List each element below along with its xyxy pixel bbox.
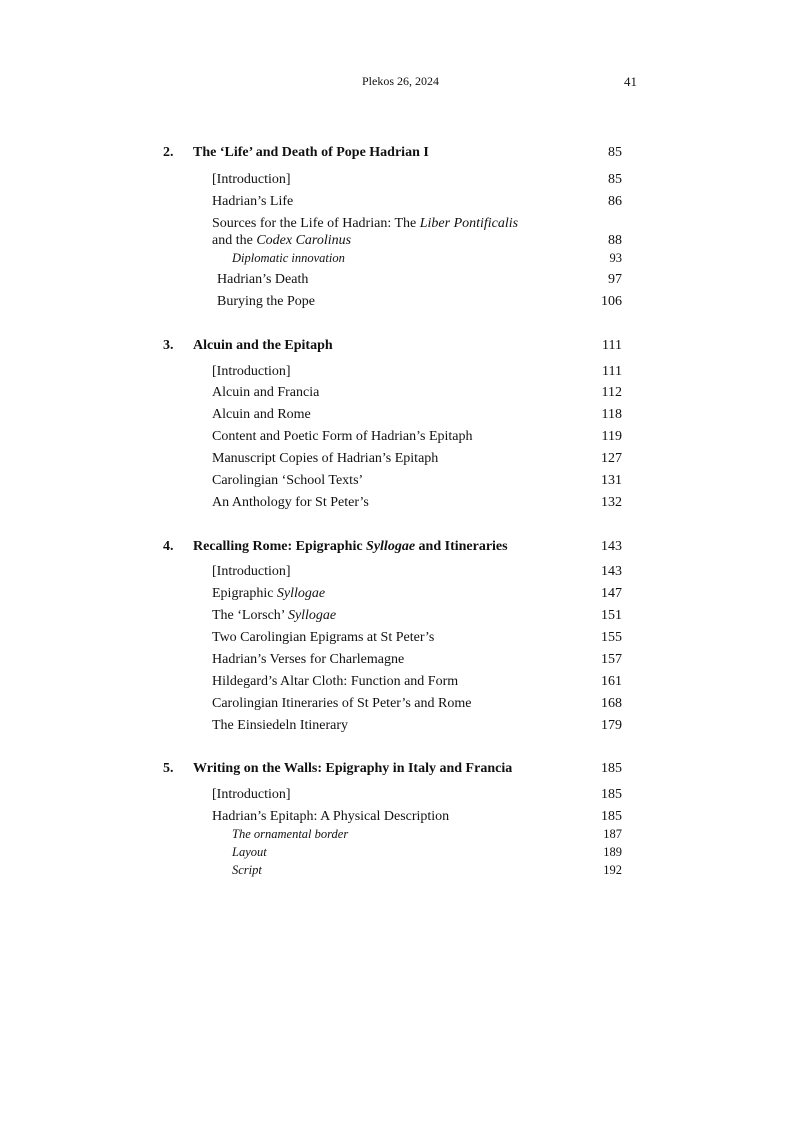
entry-page: 86 [608, 194, 622, 209]
entry-page: 192 [603, 863, 622, 877]
toc-entry [0, 494, 799, 512]
chapter-title [193, 144, 429, 162]
entry-page: 157 [601, 652, 622, 667]
chapter-page: 111 [602, 338, 622, 353]
entry-title [212, 406, 311, 424]
entry-page: 161 [601, 674, 622, 689]
entry-title [212, 651, 404, 669]
title-segment: Alcuin and Rome [212, 407, 311, 422]
entry-page: 93 [609, 251, 622, 265]
entry-title [212, 384, 319, 402]
title-segment: Writing on the Walls: Epigraphy in Italy and Francia [193, 761, 513, 776]
title-segment: Content and Poetic Form of Hadrian’s Epitaph [212, 429, 473, 444]
title-segment: Alcuin and the Epitaph [193, 338, 333, 353]
chapter-page: 85 [608, 145, 622, 160]
page-number: 41 [624, 74, 637, 89]
toc-entry [0, 384, 799, 402]
entry-page: 132 [601, 495, 622, 510]
title-segment: An Anthology for St Peter’s [212, 495, 369, 510]
chapter-number: 3. [163, 338, 174, 353]
chapter-heading [0, 337, 799, 355]
title-segment: Epigraphic [212, 586, 277, 601]
toc-entry [0, 193, 799, 211]
entry-title [212, 450, 438, 468]
toc-entry [0, 450, 799, 468]
chapter-heading [0, 760, 799, 778]
entry-title [217, 271, 308, 289]
toc-entry [0, 406, 799, 424]
title-segment: and Itineraries [415, 539, 508, 554]
entry-title [212, 808, 449, 826]
chapter-page: 143 [601, 539, 622, 554]
title-segment: Alcuin and Francia [212, 385, 320, 400]
entry-title [232, 843, 267, 861]
title-segment: [Introduction] [212, 172, 291, 187]
entry-title [212, 673, 458, 691]
chapter-number: 4. [163, 539, 174, 554]
entry-title [212, 193, 293, 211]
toc-entry [0, 249, 799, 267]
toc-entry [0, 717, 799, 735]
toc-entry [0, 428, 799, 446]
toc-entry [0, 215, 799, 233]
toc-entry [0, 651, 799, 669]
title-segment: Burying the Pope [217, 294, 315, 309]
title-segment: [Introduction] [212, 787, 291, 802]
entry-title [232, 825, 348, 843]
entry-title [212, 215, 518, 233]
entry-title [232, 249, 345, 267]
toc-entry [0, 843, 799, 861]
toc-entry [0, 563, 799, 581]
chapter-number: 2. [163, 145, 174, 160]
title-segment: The Einsiedeln Itinerary [212, 718, 349, 733]
chapter-page: 185 [601, 761, 622, 776]
title-segment: Hadrian’s Life [212, 194, 294, 209]
entry-page: 189 [603, 845, 622, 859]
toc-entry [0, 695, 799, 713]
entry-title [212, 786, 291, 804]
entry-page: 143 [601, 564, 622, 579]
entry-title [212, 629, 434, 647]
title-segment: Recalling Rome: Epigraphic [193, 539, 367, 554]
entry-page: 147 [601, 586, 622, 601]
entry-title [212, 585, 325, 603]
title-segment: [Introduction] [212, 364, 291, 379]
entry-page: 187 [603, 827, 622, 841]
toc-entry [0, 825, 799, 843]
title-segment: Two Carolingian Epigrams at St Peter’s [212, 630, 435, 645]
entry-title [212, 494, 369, 512]
entry-page: 131 [601, 473, 622, 488]
entry-page: 111 [602, 364, 622, 379]
entry-title [212, 428, 473, 446]
toc-entry [0, 363, 799, 381]
entry-title [212, 607, 336, 625]
entry-title [212, 717, 348, 735]
entry-title [212, 563, 291, 581]
toc-entry [0, 585, 799, 603]
chapter-number: 5. [163, 761, 174, 776]
toc-entry [0, 472, 799, 490]
entry-page: 185 [601, 787, 622, 802]
entry-title [217, 293, 315, 311]
running-header: Plekos 26, 2024 [362, 74, 440, 88]
title-segment: Diplomatic innovation [232, 251, 345, 265]
title-segment: Carolingian ‘School Texts’ [212, 473, 364, 488]
entry-page: 112 [601, 385, 622, 400]
chapter-title [193, 538, 508, 556]
title-segment: Codex Carolinus [256, 233, 352, 248]
title-segment: Script [232, 863, 262, 877]
title-segment: and the [212, 233, 257, 248]
title-segment: The ornamental border [232, 827, 349, 841]
entry-page: 97 [608, 272, 622, 287]
toc-entry [0, 786, 799, 804]
entry-page: 185 [601, 809, 622, 824]
toc-entry [0, 293, 799, 311]
title-segment: Hadrian’s Verses for Charlemagne [212, 652, 405, 667]
chapter-title [193, 337, 333, 355]
title-segment: Hildegard’s Altar Cloth: Function and Form [212, 674, 459, 689]
entry-title [212, 171, 291, 189]
title-segment: Manuscript Copies of Hadrian’s Epitaph [212, 451, 439, 466]
title-segment: The ‘Lorsch’ [212, 608, 288, 623]
entry-title [212, 472, 363, 490]
toc-entry [0, 629, 799, 647]
title-segment: Sources for the Life of Hadrian: The [212, 216, 420, 231]
title-segment: Syllogae [287, 608, 337, 623]
entry-page: 179 [601, 718, 622, 733]
entry-title [212, 232, 351, 250]
entry-page: 85 [608, 172, 622, 187]
toc-entry [0, 861, 799, 879]
title-segment: [Introduction] [212, 564, 291, 579]
title-segment: Liber Pontificalis [419, 216, 519, 231]
title-segment: Layout [232, 845, 267, 859]
title-segment: Carolingian Itineraries of St Peter’s and Rome [212, 696, 472, 711]
toc-entry [0, 673, 799, 691]
entry-page: 168 [601, 696, 622, 711]
chapter-heading [0, 144, 799, 162]
toc-entry [0, 607, 799, 625]
chapter-heading [0, 538, 799, 556]
entry-title [212, 363, 291, 381]
toc-entry [0, 808, 799, 826]
entry-page: 155 [601, 630, 622, 645]
chapter-title [193, 760, 512, 778]
entry-page: 151 [601, 608, 622, 623]
toc-entry [0, 232, 799, 250]
entry-page: 106 [601, 294, 622, 309]
title-segment: The ‘Life’ and Death of Pope Hadrian I [193, 145, 429, 160]
title-segment: Syllogae [276, 586, 326, 601]
entry-title [212, 695, 471, 713]
entry-page: 127 [601, 451, 622, 466]
title-segment: Syllogae [366, 539, 416, 554]
entry-page: 88 [608, 233, 622, 248]
toc-entry [0, 271, 799, 289]
entry-title [232, 861, 262, 879]
title-segment: Hadrian’s Epitaph: A Physical Description [212, 809, 450, 824]
entry-page: 119 [601, 429, 622, 444]
title-segment: Hadrian’s Death [217, 272, 309, 287]
entry-page: 118 [601, 407, 622, 422]
toc-entry [0, 171, 799, 189]
